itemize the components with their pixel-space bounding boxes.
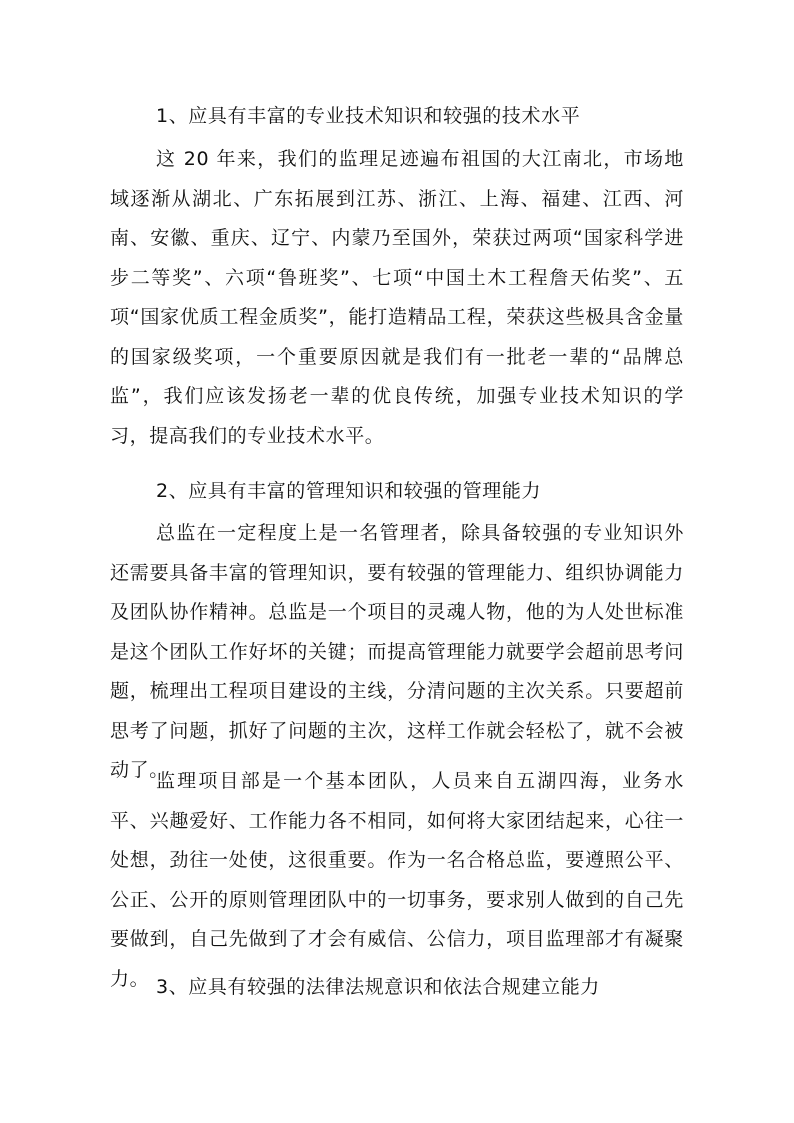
paragraph-3: 监理项目部是一个基本团队，人员来自五湖四海，业务水平、兴趣爱好、工作能力各不相同，如何将大家团结起来，心往一处想，劲往一处使，这很重要。作为一名合格总监，要遵照公平、公正、公开的原则管理团队中的一切事务，要求别人做到的自己先要做到，自己先做到了才会有威信、公信力，项目监理部才有凝聚力。 <box>110 770 684 990</box>
section-heading-3: 3、应具有较强的法律法规意识和依法合规建立能力 <box>156 976 600 998</box>
section-heading-1: 1、应具有丰富的专业技术知识和较强的技术水平 <box>156 105 581 127</box>
paragraph-1: 这 20 年来，我们的监理足迹遍布祖国的大江南北，市场地域逐渐从湖北、广东拓展到江苏、浙江、上海、福建、江西、河南、安徽、重庆、辽宁、内蒙乃至国外，荣获过两项“国家科学进步二等奖”、六项“鲁班奖”、七项“中国土木工程詹天佑奖”、五项“国家优质工程金质奖”，能打造精品工程，荣获这些极具含金量的国家级奖项，一个重要原因就是我们有一批老一辈的“品牌总监”，我们应该发扬老一辈的优良传统，加强专业技术知识的学习，提高我们的专业技术水平。 <box>110 148 684 447</box>
paragraph-2: 总监在一定程度上是一名管理者，除具备较强的专业知识外还需要具备丰富的管理知识，要有较强的管理能力、组织协调能力及团队协作精神。总监是一个项目的灵魂人物，他的为人处世标准是这个团队工作好坏的关键；而提高管理能力就要学会超前思考问题，梳理出工程项目建设的主线，分清问题的主次关系。只要超前思考了问题，抓好了问题的主次，这样工作就会轻松了，就不会被动了。 <box>110 522 684 781</box>
section-heading-2: 2、应具有丰富的管理知识和较强的管理能力 <box>156 480 542 502</box>
